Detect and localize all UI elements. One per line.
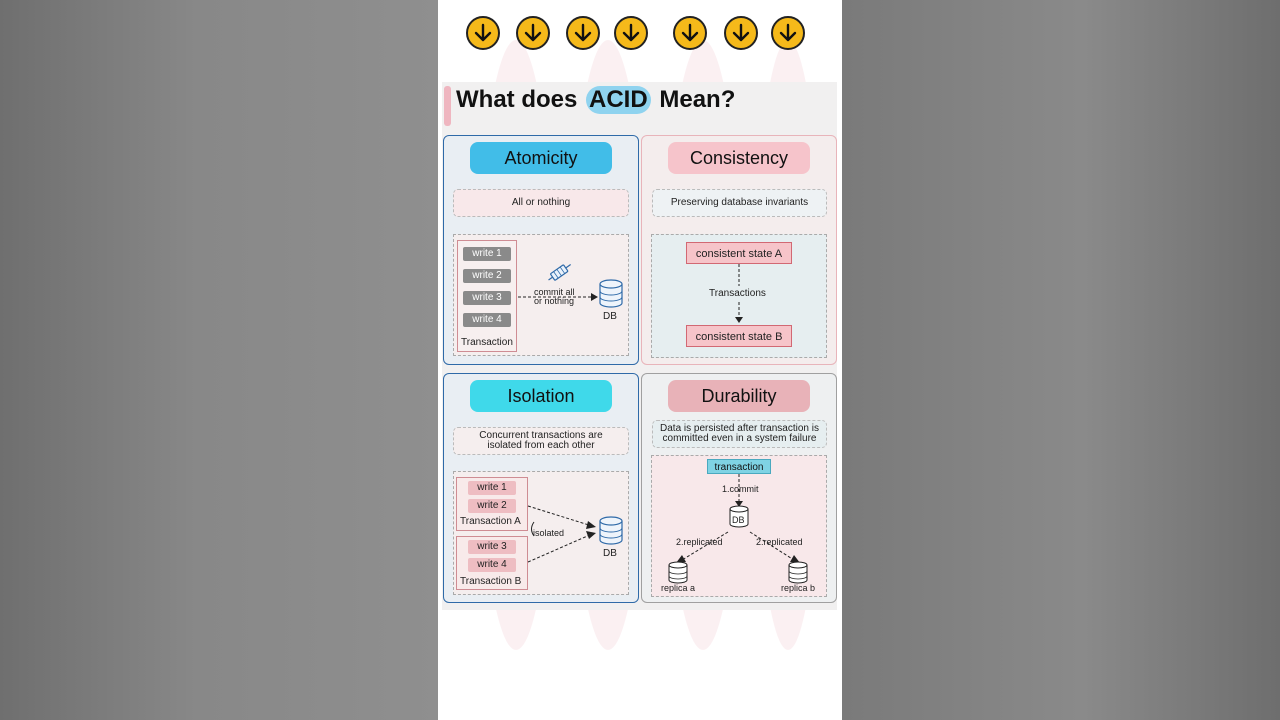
- arrow-down-icon[interactable]: [771, 16, 805, 50]
- transactions-label: Transactions: [709, 288, 766, 299]
- page-title: [456, 84, 735, 116]
- title-suffix: Mean?: [659, 86, 736, 113]
- atomicity-title: Atomicity: [470, 142, 612, 174]
- atomicity-description: All or nothing: [453, 189, 629, 217]
- database-icon: [597, 516, 625, 546]
- atomicity-write-chip: write 3: [463, 291, 511, 305]
- transaction-b-label: Transaction B: [460, 576, 522, 587]
- isolation-write-chip: write 2: [468, 499, 516, 513]
- atomicity-transaction-label: Transaction: [461, 337, 513, 348]
- atomicity-db-label: DB: [603, 311, 617, 322]
- arrow-down-icon[interactable]: [673, 16, 707, 50]
- transaction-a-label: Transaction A: [460, 516, 521, 527]
- consistency-title: Consistency: [668, 142, 810, 174]
- arrow-down-icon[interactable]: [724, 16, 758, 50]
- left-blur-backdrop: [0, 0, 438, 720]
- isolation-write-chip: write 1: [468, 481, 516, 495]
- arrow-down-icon[interactable]: [516, 16, 550, 50]
- atomicity-write-chip: write 1: [463, 247, 511, 261]
- commit-label-line2: or nothing: [534, 296, 575, 306]
- durability-description-line1: Data is persisted after transaction is: [660, 423, 819, 434]
- isolation-description: [453, 427, 629, 455]
- isolation-description-line2: isolated from each other: [487, 440, 595, 451]
- atomicity-write-chip: write 4: [463, 313, 511, 327]
- isolation-title: Isolation: [470, 380, 612, 412]
- title-highlight: ACID: [586, 86, 651, 114]
- durability-description-line2: committed even in a system failure: [662, 433, 817, 444]
- arrow-down-icon[interactable]: [614, 16, 648, 50]
- replicated-right-label: 2.replicated: [756, 537, 803, 547]
- title-accent-bar: [444, 86, 451, 126]
- replica-b-label: replica b: [781, 583, 816, 593]
- replicated-left-label: 2.replicated: [676, 537, 723, 547]
- consistent-state-a: consistent state A: [686, 242, 792, 264]
- replica-a-label: replica a: [661, 583, 696, 593]
- isolation-db-label: DB: [603, 548, 617, 559]
- commit-step-label: 1.commit: [722, 484, 759, 494]
- arrow-down-icon[interactable]: [566, 16, 600, 50]
- durability-title: Durability: [668, 380, 810, 412]
- commit-label-line1: commit all: [534, 287, 575, 297]
- consistency-description: Preserving database invariants: [652, 189, 827, 217]
- durability-description: [652, 420, 827, 448]
- database-icon: [667, 561, 689, 585]
- right-blur-backdrop: [842, 0, 1280, 720]
- consistent-state-b: consistent state B: [686, 325, 792, 347]
- database-icon: [787, 561, 809, 585]
- isolation-write-chip: write 3: [468, 540, 516, 554]
- isolation-description-line1: Concurrent transactions are: [479, 430, 603, 441]
- isolation-write-chip: write 4: [468, 558, 516, 572]
- database-icon: [597, 279, 625, 309]
- syringe-icon: [545, 259, 575, 285]
- durability-transaction-box: transaction: [707, 459, 771, 474]
- atomicity-write-chip: write 2: [463, 269, 511, 283]
- title-prefix: What does: [456, 86, 578, 113]
- arrow-down-icon[interactable]: [466, 16, 500, 50]
- durability-db-label: DB: [732, 515, 745, 525]
- isolated-label: isolated: [533, 528, 565, 538]
